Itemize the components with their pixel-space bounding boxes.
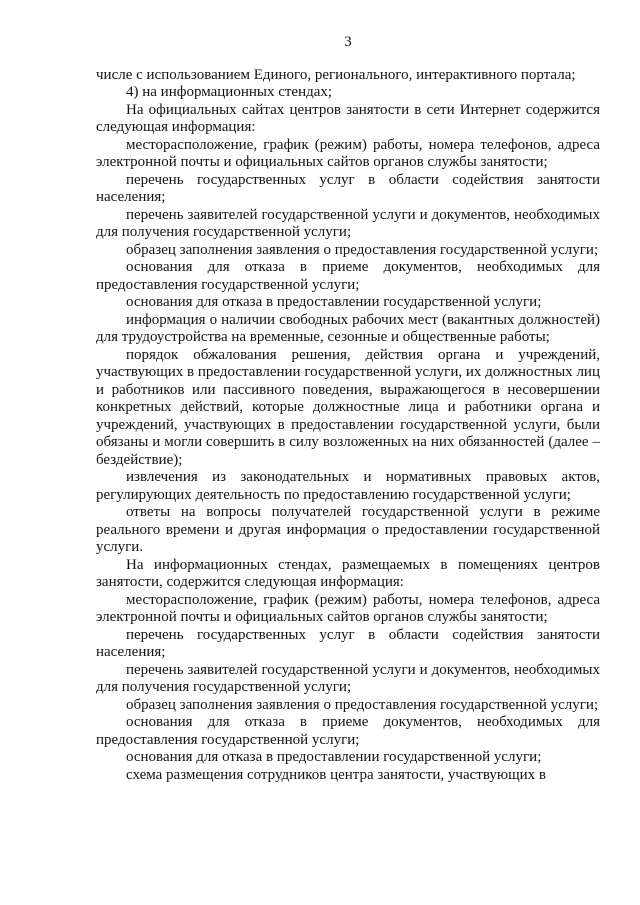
paragraph: перечень заявителей государственной услуги и документов, необходимых для получения государственной услуги;	[96, 206, 600, 240]
paragraph: образец заполнения заявления о предоставления государственной услуги;	[126, 241, 599, 258]
paragraph: числе с использованием Единого, регионального, интерактивного портала;	[96, 66, 576, 83]
paragraph: 4) на информационных стендах;	[126, 84, 333, 100]
paragraph: образец заполнения заявления о предоставления государственной услуги;	[126, 696, 599, 713]
paragraph: На информационных стендах, размещаемых в помещениях центров занятости, содержится следующая информация:	[96, 556, 600, 590]
paragraph: месторасположение, график (режим) работы, номера телефонов, адреса электронной почты и официальных сайтов органов службы занятости;	[96, 591, 600, 625]
paragraph: схема размещения сотрудников центра занятости, участвующих в	[126, 766, 547, 783]
paragraph: На официальных сайтах центров занятости в сети Интернет содержится следующая информация:	[96, 101, 600, 135]
paragraph: основания для отказа в предоставлении государственной услуги;	[126, 749, 542, 765]
page-number: 3	[344, 34, 352, 50]
document-page	[96, 34, 600, 784]
paragraph: извлечения из законодательных и нормативных правовых актов, регулирующих деятельность по предоставлению государственной услуги;	[96, 469, 600, 503]
paragraph: перечень заявителей государственной услуги и документов, необходимых для получения государственной услуги;	[96, 661, 600, 695]
paragraph: перечень государственных услуг в области содействия занятости населения;	[96, 626, 600, 660]
paragraph: основания для отказа в приеме документов, необходимых для предоставления государственной услуги;	[96, 259, 600, 293]
paragraph: основания для отказа в приеме документов, необходимых для предоставления государственной услуги;	[96, 714, 600, 748]
paragraph: перечень государственных услуг в области содействия занятости населения;	[96, 171, 600, 205]
paragraph: информация о наличии свободных рабочих мест (вакантных должностей) для трудоустройства на временные, сезонные и общественные работы;	[96, 311, 600, 345]
paragraph: порядок обжалования решения, действия органа и учреждений, участвующих в предоставлении государственной услуги, их должностных лиц и работников или пассивного поведения, выражающегося в несовершении конкретных действий, которые должностные лица и работники органа и учреждений, участвующих в предоставлении государственной услуги, были обязаны и могли совершить в силу возложенных на них обязанностей (далее – бездействие);	[96, 346, 600, 468]
paragraph: основания для отказа в предоставлении государственной услуги;	[126, 294, 542, 310]
document-body	[96, 67, 600, 785]
paragraph: месторасположение, график (режим) работы, номера телефонов, адреса электронной почты и официальных сайтов органов службы занятости;	[96, 136, 600, 170]
paragraph: ответы на вопросы получателей государственной услуги в режиме реального времени и другая информация о предоставлении государственной услуги.	[96, 504, 600, 555]
